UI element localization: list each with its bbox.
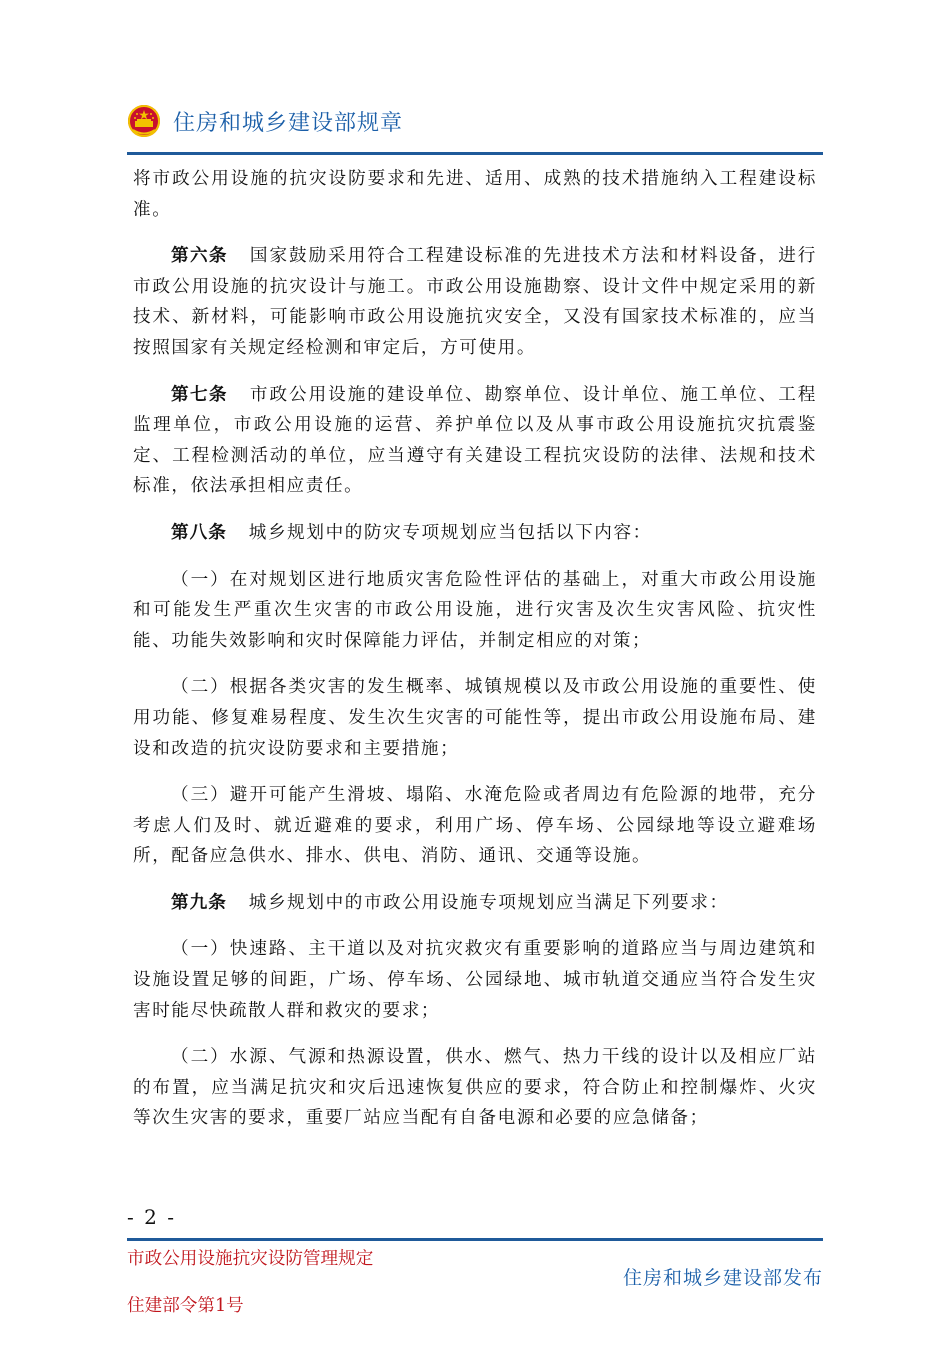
- article-7-text: 市政公用设施的建设单位、勘察单位、设计单位、施工单位、工程监理单位，市政公用设施的运营、养护单位以及从事市政公用设施抗灾抗震鉴定、工程检测活动的单位，应当遵守有关建设工程抗灾设防的法律、法规和技术标准，依法承担相应责任。: [133, 384, 817, 497]
- footer-document-title: 市政公用设施抗灾设防管理规定: [127, 1249, 374, 1269]
- footer-divider: [127, 1238, 823, 1241]
- article-9-item-2: （二）水源、气源和热源设置，供水、燃气、热力干线的设计以及相应厂站的布置，应当满足抗灾和灾后迅速恢复供应的要求，符合防止和控制爆炸、火灾等次生灾害的要求，重要厂站应当配有自备电源和必要的应急储备；: [133, 1047, 817, 1129]
- article-9-label: 第九条: [171, 892, 227, 913]
- page-header: [127, 100, 823, 156]
- article-9: [133, 888, 817, 919]
- article-6-label: 第六条: [171, 246, 228, 267]
- article-7-label: 第七条: [171, 384, 228, 405]
- article-6-text: 国家鼓励采用符合工程建设标准的先进技术方法和材料设备，进行市政公用设施的抗灾设计与施工。市政公用设施勘察、设计文件中规定采用的新技术、新材料，可能影响市政公用设施抗灾安全，又没有国家技术标准的，应当按照国家有关规定经检测和审定后，方可使用。: [133, 246, 817, 358]
- header-title: 住房和城乡建设部规章: [173, 111, 404, 136]
- footer-publisher: 住房和城乡建设部发布: [622, 1267, 823, 1289]
- article-8: [133, 518, 817, 549]
- article-9-item-1: （一）快速路、主干道以及对抗灾救灾有重要影响的道路应当与周边建筑和设施设置足够的间距，广场、停车场、公园绿地、城市轨道交通应当符合发生灾害时能尽快疏散人群和救灾的要求；: [133, 939, 817, 1021]
- article-8-label: 第八条: [171, 522, 227, 543]
- article-9-text: 城乡规划中的市政公用设施专项规划应当满足下列要求：: [248, 892, 729, 913]
- article-8-item-3: （三）避开可能产生滑坡、塌陷、水淹危险或者周边有危险源的地带，充分考虑人们及时、就近避难的要求，利用广场、停车场、公园绿地等设立避难场所，配备应急供水、排水、供电、消防、通讯、交通等设施。: [133, 785, 817, 867]
- national-emblem-icon: [127, 104, 161, 138]
- footer-order-number: 住建部令第1号: [127, 1296, 244, 1316]
- article-7: [133, 380, 817, 502]
- paragraph-continuation: 将市政公用设施的抗灾设防要求和先进、适用、成熟的技术措施纳入工程建设标准。: [133, 169, 817, 220]
- article-8-text: 城乡规划中的防灾专项规划应当包括以下内容：: [248, 522, 652, 543]
- document-body: [133, 164, 817, 1134]
- article-6: [133, 241, 817, 363]
- page-number: - 2 -: [127, 1205, 176, 1229]
- article-8-item-2: （二）根据各类灾害的发生概率、城镇规模以及市政公用设施的重要性、使用功能、修复难易程度、发生次生灾害的可能性等，提出市政公用设施布局、建设和改造的抗灾设防要求和主要措施；: [133, 677, 817, 759]
- header-divider: [127, 152, 823, 155]
- article-8-item-1: （一）在对规划区进行地质灾害危险性评估的基础上，对重大市政公用设施和可能发生严重次生灾害的市政公用设施，进行灾害及次生灾害风险、抗灾性能、功能失效影响和灾时保障能力评估，并制定相应的对策；: [133, 569, 817, 651]
